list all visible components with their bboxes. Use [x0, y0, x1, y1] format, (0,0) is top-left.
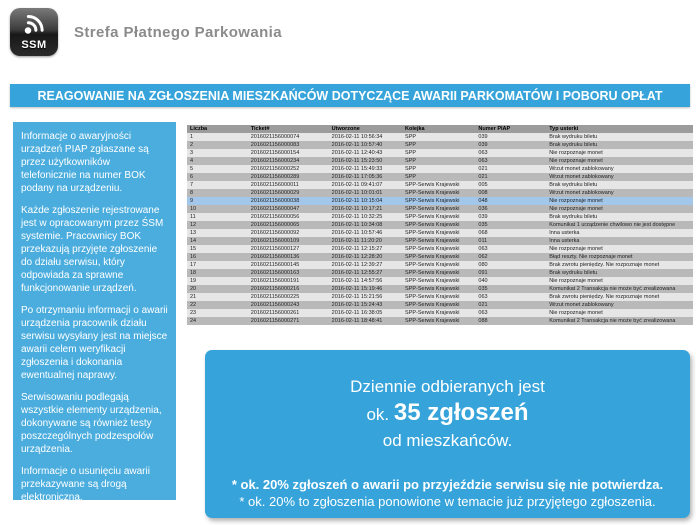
section-banner	[10, 84, 690, 107]
table-row[interactable]	[187, 293, 693, 301]
table-row[interactable]	[187, 149, 693, 157]
table-cell: SPP-Serwis Krajewski	[405, 190, 460, 196]
table-cell: 2016021156000029	[250, 190, 300, 196]
table-row[interactable]	[187, 261, 693, 269]
column-header[interactable]: Kolejka	[402, 125, 475, 133]
column-header[interactable]: Utworzone	[329, 125, 402, 133]
table-row[interactable]	[187, 245, 693, 253]
table-cell: SPP-Serwis Krajewski	[405, 238, 460, 244]
table-row[interactable]	[187, 173, 693, 181]
table-cell: SPP-Serwis Krajewski	[405, 270, 460, 276]
table-row[interactable]	[187, 221, 693, 229]
table-cell: 12	[190, 222, 197, 228]
callout-note1: * ok. 20% zgłoszeń o awarii po przyjeździe serwisu się nie potwierdza.	[231, 477, 664, 492]
table-cell: Brak zwrotu pieniędzy. Nie rozpoznaje monet	[549, 262, 660, 268]
table-cell: SPP-Serwis Krajewski	[405, 286, 460, 292]
table-cell: 16	[190, 254, 197, 260]
table-row[interactable]	[187, 229, 693, 237]
table-cell: 2016-02-11 15:24:43	[331, 302, 383, 308]
table-cell: 2016-02-11 12:40:43	[331, 150, 383, 156]
table-cell: 2016-02-11 15:23:50	[331, 158, 383, 164]
table-cell: 19	[190, 278, 197, 284]
table-row[interactable]	[187, 141, 693, 149]
sidebar-paragraph: Każde zgłoszenie rejestrowane jest w opracowanym przez ŚSM systemie. Pracownicy BOK przekazują przyjęte zgłoszenie do działu serwisu, który odpowiada za sprawne funkcjonowanie urządzeń.	[21, 205, 164, 294]
table-cell: 2016-02-11 16:38:05	[331, 310, 383, 316]
table-row[interactable]	[187, 309, 693, 317]
table-cell: SPP	[405, 158, 417, 164]
table-cell: 7	[190, 182, 194, 188]
table-cell: 088	[478, 318, 488, 324]
table-cell: Brak wydruku biletu	[549, 142, 598, 148]
table-cell: Nie rozpoznaje monet	[549, 206, 603, 212]
table-cell: Brak wydruku biletu	[549, 214, 598, 220]
table-cell: 2016-02-11 15:49:33	[331, 166, 383, 172]
table-cell: Nie rozpoznaje monet	[549, 198, 603, 204]
table-cell: SPP	[405, 166, 417, 172]
table-cell: 2016021156000074	[250, 134, 300, 140]
table-cell: 2016021156000289	[250, 174, 300, 180]
callout-note2: * ok. 20% to zgłoszenia ponowione w temacie już przyjętego zgłoszenia.	[239, 494, 656, 509]
table-cell: Nie rozpoznaje monet	[549, 310, 603, 316]
table-cell: 2016021156000065	[250, 222, 300, 228]
callout-line1: Dziennie odbieranych jest	[350, 377, 545, 396]
table-cell: 040	[478, 278, 488, 284]
table-cell: 063	[478, 246, 488, 252]
table-cell: 6	[190, 174, 194, 180]
table-cell: 063	[478, 310, 488, 316]
table-cell: 039	[478, 134, 488, 140]
table-cell: Nie rozpoznaje monet	[549, 246, 603, 252]
callout-count: 35 zgłoszeń	[393, 399, 529, 426]
table-cell: 2016-02-11 12:55:27	[331, 270, 383, 276]
table-header-row	[187, 125, 693, 133]
table-cell: 2016021156000145	[250, 262, 300, 268]
sidebar-paragraph: Informacje o awaryjności urządzeń PIAP zgłaszane są przez użytkowników telefonicznie na numer BOK podany na urządzeniu.	[21, 131, 149, 194]
table-cell: 15	[190, 246, 197, 252]
radio-waves-icon	[19, 8, 49, 42]
table-row[interactable]	[187, 253, 693, 261]
table-cell: Brak wydruku biletu	[549, 134, 598, 140]
table-cell: 2016021156000154	[250, 150, 300, 156]
table-cell: 091	[478, 270, 488, 276]
table-row[interactable]	[187, 237, 693, 245]
sidebar-paragraph: Serwisowaniu podlegają wszystkie elementy urządzenia, dokonywane są również testy poszczególnych podzespołów urządzenia.	[21, 392, 162, 455]
table-cell: 062	[478, 254, 488, 260]
table-cell: Inna usterka	[549, 238, 580, 244]
table-cell: 2016021156000038	[250, 198, 300, 204]
ssm-logo	[10, 8, 58, 56]
table-cell: 2016021156000127	[250, 246, 300, 252]
table-row[interactable]	[187, 277, 693, 285]
table-cell: SPP-Serwis Krajewski	[405, 302, 460, 308]
table-cell: 2016-02-11 10:15:04	[331, 198, 383, 204]
column-header[interactable]: Numer PIAP	[475, 125, 546, 133]
table-cell: SPP-Serwis Krajewski	[405, 206, 460, 212]
table-cell: Nie rozpoznaje monet	[549, 158, 603, 164]
table-cell: SPP-Serwis Krajewski	[405, 246, 460, 252]
table-cell: 2	[190, 142, 194, 148]
table-cell: 005	[478, 182, 488, 188]
column-header[interactable]: Liczba	[187, 125, 248, 133]
table-cell: Komunikat 1 urządzenie chwilowo nie jest dostępne	[549, 222, 676, 228]
table-cell: 2016-02-11 14:57:56	[331, 278, 383, 284]
table-cell: 2016-02-11 15:19:46	[331, 286, 383, 292]
table-row[interactable]	[187, 301, 693, 309]
table-cell: 2016021156000243	[250, 302, 300, 308]
table-cell: 039	[478, 142, 488, 148]
table-cell: 2016021156000261	[250, 310, 300, 316]
daily-reports-callout	[205, 350, 690, 518]
table-cell: 2016-02-11 17:05:36	[331, 174, 383, 180]
column-header[interactable]: Ticket#	[248, 125, 329, 133]
table-cell: 039	[478, 214, 488, 220]
table-cell: 2016-02-11 09:41:07	[331, 182, 383, 188]
table-cell: SPP	[405, 134, 417, 140]
table-cell: SPP-Serwis Krajewski	[405, 222, 460, 228]
table-row[interactable]	[187, 197, 693, 205]
table-cell: SPP-Serwis Krajewski	[405, 214, 460, 220]
table-cell: 20	[190, 286, 197, 292]
table-cell: SPP-Serwis Krajewski	[405, 262, 460, 268]
table-cell: 021	[478, 174, 488, 180]
table-cell: Wrzut monet zablokowany	[549, 190, 614, 196]
table-cell: 2016-02-11 12:39:27	[331, 262, 383, 268]
table-cell: Brak wydruku biletu	[549, 182, 598, 188]
table-cell: 035	[478, 222, 488, 228]
info-sidebar	[13, 122, 176, 503]
table-cell: 2016021156000109	[250, 238, 300, 244]
callout-line3: od mieszkańców.	[382, 431, 513, 450]
table-cell: 2016021156000011	[250, 182, 299, 188]
table-cell: 2016-02-11 10:57:46	[331, 230, 383, 236]
table-cell: 011	[478, 238, 488, 244]
table-cell: 021	[478, 166, 488, 172]
tickets-table	[187, 125, 693, 325]
table-cell: 2016-02-11 12:28:20	[331, 254, 383, 260]
table-cell: 2016021156000056	[250, 214, 300, 220]
table-row[interactable]	[187, 181, 693, 189]
table-cell: 2016021156000092	[250, 230, 300, 236]
table-cell: SPP-Serwis Krajewski	[405, 310, 460, 316]
table-cell: 048	[478, 198, 488, 204]
table-cell: 8	[190, 190, 194, 196]
table-cell: 2016021156000271	[250, 318, 300, 324]
table-row[interactable]	[187, 165, 693, 173]
table-cell: 063	[478, 150, 488, 156]
table-cell: 2016021156000163	[250, 270, 300, 276]
table-cell: 2016-02-11 10:32:25	[331, 214, 383, 220]
table-cell: 17	[190, 262, 197, 268]
table-cell: Nie rozpoznaje monet	[549, 150, 603, 156]
table-cell: 2016021156000216	[250, 286, 300, 292]
table-cell: 13	[190, 230, 197, 236]
table-cell: SPP-Serwis Krajewski	[405, 254, 460, 260]
table-cell: 18	[190, 270, 197, 276]
table-cell: 2016021156000252	[250, 166, 300, 172]
table-cell: 3	[190, 150, 194, 156]
table-row[interactable]	[187, 157, 693, 165]
callout-line2	[205, 398, 690, 430]
callout-notes	[205, 476, 690, 510]
table-cell: 2016-02-11 10:34:08	[331, 222, 383, 228]
column-header[interactable]: Typ usterki	[546, 125, 693, 133]
table-row[interactable]	[187, 285, 693, 293]
section-banner-title: REAGOWANIE NA ZGŁOSZENIA MIESZKAŃCÓW DOTYCZĄCE AWARII PARKOMATÓW I POBORU OPŁAT	[37, 88, 663, 103]
table-cell: Wrzut monet zablokowany	[549, 174, 614, 180]
table-cell: 080	[478, 262, 488, 268]
table-cell: 2016021156000234	[250, 158, 300, 164]
table-cell: SPP-Serwis Krajewski	[405, 318, 460, 324]
table-row[interactable]	[187, 189, 693, 197]
table-cell: 2016-02-11 15:21:56	[331, 294, 383, 300]
table-cell: 035	[478, 286, 488, 292]
table-cell: Brak zwrotu pieniędzy. Nie rozpoznaje monet	[549, 294, 660, 300]
table-row[interactable]	[187, 269, 693, 277]
table-cell: 5	[190, 166, 194, 172]
table-cell: Komunikat 2 Transakcja nie może być zrealizowana	[549, 318, 676, 324]
table-cell: 9	[190, 198, 194, 204]
table-row[interactable]	[187, 213, 693, 221]
callout-line2-prefix: ok.	[366, 405, 394, 424]
table-cell: SPP-Serwis Krajewski	[405, 182, 460, 188]
table-cell: 2016-02-11 10:17:21	[331, 206, 383, 212]
table-cell: Wrzut monet zablokowany	[549, 166, 614, 172]
table-cell: 10	[190, 206, 197, 212]
table-cell: 2016021156000083	[250, 142, 300, 148]
table-cell: 1	[190, 134, 194, 140]
table-row[interactable]	[187, 317, 693, 325]
table-cell: 008	[478, 190, 488, 196]
table-cell: SPP	[405, 142, 417, 148]
table-cell: SPP-Serwis Krajewski	[405, 278, 460, 284]
table-cell: 2016-02-11 10:01:01	[331, 190, 383, 196]
table-cell: SPP-Serwis Krajewski	[405, 230, 460, 236]
table-cell: Inna usterka	[549, 230, 580, 236]
table-cell: 22	[190, 302, 197, 308]
table-cell: 2016-02-11 10:57:40	[331, 142, 383, 148]
table-row[interactable]	[187, 133, 693, 141]
logo-text: SSM	[21, 39, 47, 51]
table-cell: 2016-02-11 11:20:20	[331, 238, 382, 244]
table-cell: 11	[190, 214, 196, 220]
table-cell: 063	[478, 294, 488, 300]
table-cell: SPP	[405, 174, 417, 180]
table-row[interactable]	[187, 205, 693, 213]
table-cell: 021	[478, 302, 488, 308]
table-cell: Komunikat 2 Transakcja nie może być zrealizowana	[549, 286, 676, 292]
table-cell: 068	[478, 230, 488, 236]
table-cell: SPP-Serwis Krajewski	[405, 294, 460, 300]
table-cell: 24	[190, 318, 197, 324]
table-cell: 2016-02-11 10:56:34	[331, 134, 383, 140]
table-cell: 2016-02-11 18:48:41	[331, 318, 383, 324]
table-cell: 2016021156000225	[250, 294, 300, 300]
table-cell: Wrzut monet zablokowany	[549, 302, 614, 308]
table-cell: Nie rozpoznaje monet	[549, 278, 603, 284]
table-cell: SPP-Serwis Krajewski	[405, 198, 460, 204]
table-cell: Brak wydruku biletu	[549, 270, 598, 276]
table-cell: 4	[190, 158, 194, 164]
table-cell: 21	[190, 294, 197, 300]
table-cell: 14	[190, 238, 197, 244]
table-cell: Błąd reszty. Nie rozpoznaje monet	[549, 254, 633, 260]
sidebar-paragraph: Informacje o usunięciu awarii przekazywane są drogą elektroniczną.	[21, 466, 150, 503]
page-title: Strefa Płatnego Parkowania	[74, 24, 282, 41]
table-cell: 063	[478, 158, 488, 164]
tickets-table-body	[187, 133, 693, 325]
table-cell: 2016-02-11 12:15:27	[331, 246, 383, 252]
table-cell: 2016021156000136	[250, 254, 300, 260]
table-cell: 2016021156000191	[250, 278, 300, 284]
table-cell: SPP	[405, 150, 417, 156]
table-cell: 2016021156000047	[250, 206, 300, 212]
table-cell: 036	[478, 206, 488, 212]
table-cell: 23	[190, 310, 197, 316]
sidebar-paragraph: Po otrzymaniu informacji o awarii urządzenia pracownik działu serwisu wysyłany jest na miejsce awarii celem weryfikacji zgłoszenia i dokonania ewentualnej naprawy.	[21, 305, 168, 381]
